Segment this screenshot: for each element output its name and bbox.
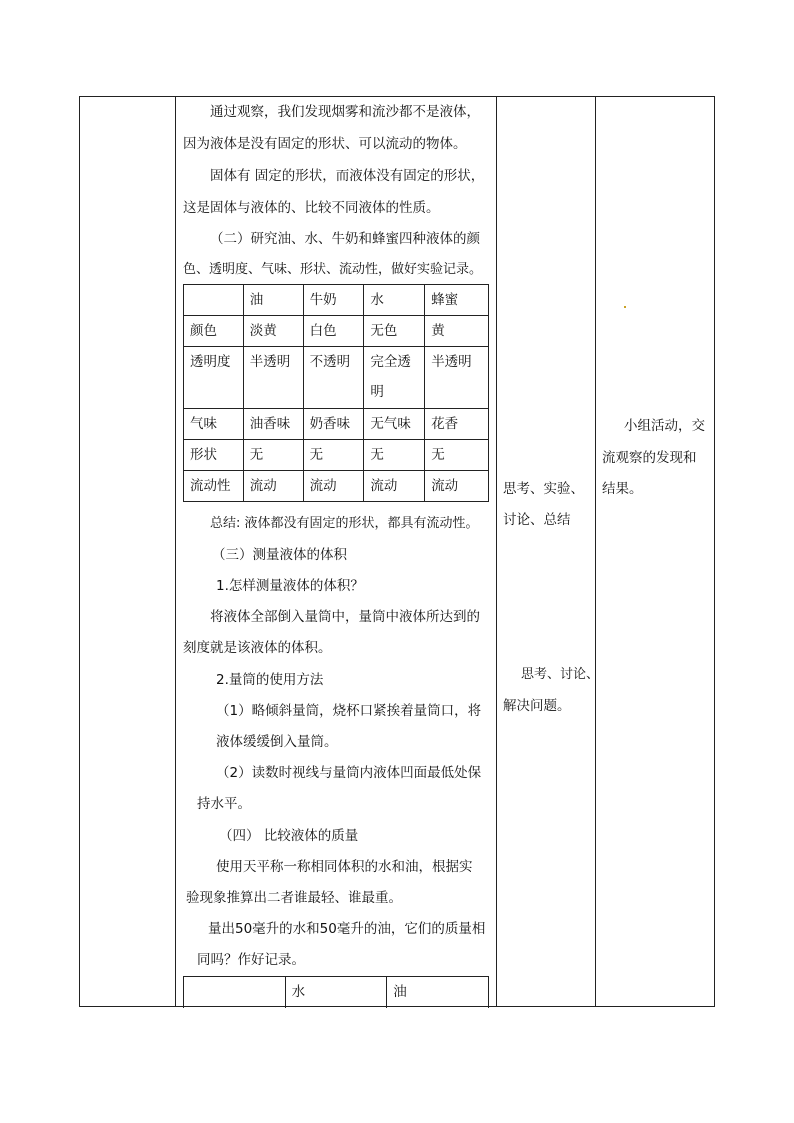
- section4-line4: 同吗？作好记录。: [197, 952, 305, 968]
- summary: 总结: 液体都没有固定的形状，都具有流动性。: [210, 516, 479, 531]
- table-cell: 白色: [303, 316, 364, 347]
- column-divider-3: [595, 96, 596, 1007]
- q1-answer-line1: 将液体全部倒入量筒中，量筒中液体所达到的: [210, 609, 480, 625]
- col4-line3: 结果。: [602, 481, 643, 497]
- section4-title: （四） 比较液体的质量: [219, 828, 359, 844]
- table-cell: 流动: [303, 471, 364, 502]
- table-cell: 流动性: [184, 471, 244, 502]
- table-row: [184, 440, 489, 471]
- column-divider-2: [496, 96, 497, 1007]
- question-1: 1.怎样测量液体的体积？: [216, 578, 364, 594]
- step2-line1: （2）读数时视线与量筒内液体凹面最低处保: [216, 765, 482, 781]
- para1-line1: 通过观察，我们发现烟雾和流沙都不是液体，: [210, 104, 480, 120]
- col4-line1: 小组活动，交: [624, 418, 705, 434]
- col3-text1-line2: 讨论、总结: [503, 512, 571, 528]
- table-cell: 黄: [425, 316, 489, 347]
- column-divider-1: [175, 96, 176, 1007]
- table-row: [184, 409, 489, 440]
- table-cell: 颜色: [184, 316, 244, 347]
- table-cell: 不透明: [303, 347, 364, 409]
- header-cell: 油: [387, 977, 489, 1009]
- header-cell: 水: [285, 977, 387, 1009]
- header-cell: 牛奶: [303, 285, 364, 316]
- table-cell: 无色: [364, 316, 425, 347]
- para2-line1: 固体有 固定的形状，而液体没有固定的形状，: [210, 168, 485, 184]
- step2-line2: 持水平。: [197, 796, 251, 812]
- wrap-line-2: 明: [370, 384, 384, 400]
- section3-title: （三）测量液体的体积: [212, 547, 347, 563]
- table-cell: 形状: [184, 440, 244, 471]
- mass-record-table: [183, 976, 489, 1008]
- table-header-row: [184, 285, 489, 316]
- q1-answer-line2: 刻度就是该液体的体积。: [183, 640, 332, 656]
- table-header-row: [184, 977, 489, 1009]
- header-cell: 水: [364, 285, 425, 316]
- wrap-line-1: 完全透: [370, 354, 411, 370]
- table-cell: 无气味: [364, 409, 425, 440]
- header-cell: [184, 285, 244, 316]
- header-cell: 油: [243, 285, 303, 316]
- table-cell: 气味: [184, 409, 244, 440]
- table-cell: 流动: [425, 471, 489, 502]
- table-cell: 花香: [425, 409, 489, 440]
- table-row: [184, 347, 489, 409]
- header-cell: [184, 977, 286, 1009]
- section2-line2: 色、透明度、气味、形状、流动性，做好实验记录。: [183, 262, 483, 277]
- table-cell: 无: [364, 440, 425, 471]
- table-cell: 奶香味: [303, 409, 364, 440]
- table-cell: 无: [425, 440, 489, 471]
- table-cell: 半透明: [243, 347, 303, 409]
- table-cell: 无: [303, 440, 364, 471]
- col3-text2-line1: 思考、讨论、: [521, 667, 600, 682]
- table-cell: 流动: [243, 471, 303, 502]
- col3-text1-line1: 思考、实验、: [503, 481, 584, 497]
- step1-line2: 液体缓缓倒入量筒。: [216, 734, 338, 750]
- table-cell: 半透明: [425, 347, 489, 409]
- section4-line3: 量出50毫升的水和50毫升的油，它们的质量相: [208, 921, 486, 937]
- step1-line1: （1）略倾斜量筒，烧杯口紧挨着量筒口，将: [216, 703, 482, 719]
- question-2: 2.量筒的使用方法: [216, 672, 324, 688]
- table-cell: 透明度: [184, 347, 244, 409]
- section4-line1: 使用天平称一称相同体积的水和油，根据实: [216, 859, 473, 875]
- para2-line2: 这是固体与液体的、比较不同液体的性质。: [183, 200, 440, 216]
- para1-line2: 因为液体是没有固定的形状、可以流动的物体。: [183, 136, 467, 152]
- table-cell: 流动: [364, 471, 425, 502]
- liquid-properties-table: [183, 284, 489, 502]
- table-row: [184, 316, 489, 347]
- decorative-dot: [624, 306, 626, 308]
- section2-line1: （二）研究油、水、牛奶和蜂蜜四种液体的颜: [210, 231, 480, 247]
- col3-text2-line2: 解决问题。: [503, 698, 571, 714]
- section4-line2: 验现象推算出二者谁最轻、谁最重。: [186, 890, 402, 906]
- header-cell: 蜂蜜: [425, 285, 489, 316]
- table-cell: 油香味: [243, 409, 303, 440]
- table-row: [184, 471, 489, 502]
- table-cell-wrapped: [364, 347, 425, 409]
- table-cell: 无: [243, 440, 303, 471]
- col4-line2: 流观察的发现和: [602, 450, 697, 466]
- table-cell: 淡黄: [243, 316, 303, 347]
